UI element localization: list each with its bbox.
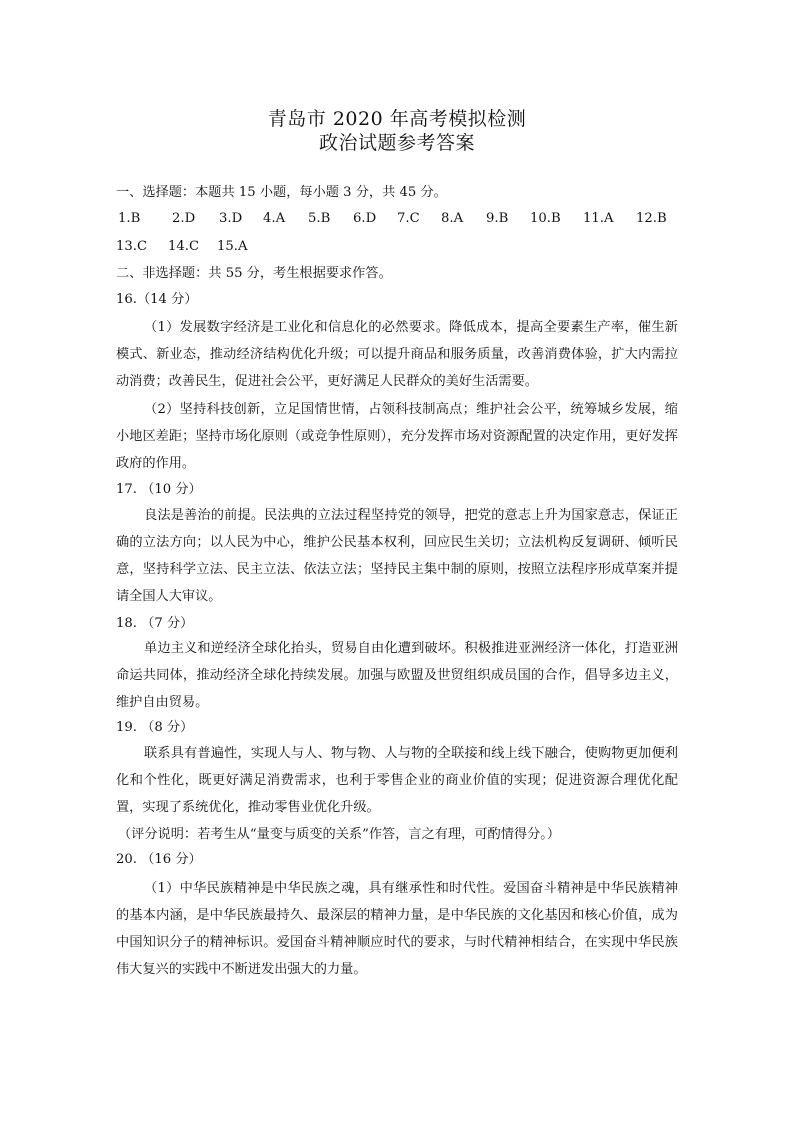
- mc-answer: 4.A: [263, 211, 286, 226]
- mc-answer: 11.A: [583, 211, 614, 226]
- mc-answer: 1.B: [118, 211, 141, 226]
- question-19-label: 19. （8 分）: [116, 720, 194, 735]
- page-title: 青岛市 2020 年高考模拟检测: [267, 108, 527, 130]
- mc-answer: 2.D: [172, 211, 196, 226]
- mc-answer: 5.B: [308, 211, 331, 226]
- question-17-answer: 良法是善治的前提。民法典的立法过程坚持党的领导，把党的意志上升为国家意志，保证正确的立法方向；以人民为中心，维护公民基本权利，回应民生关切；立法机构反复调研、倾听民意，坚持科学立法、民主立法、依法立法；坚持民主集中制的原则，按照立法程序形成草案并提请全国人大审议。: [116, 508, 678, 604]
- mc-answer: 6.D: [353, 211, 377, 226]
- question-17-label: 17. （10 分）: [116, 482, 202, 497]
- mc-answer: 9.B: [486, 211, 509, 226]
- mc-answer: 8.A: [441, 211, 464, 226]
- mc-answer: 14.C: [168, 239, 200, 254]
- question-20-answer: （1）中华民族精神是中华民族之魂，具有继承性和时代性。爱国奋斗精神是中华民族精神的基本内涵，是中华民族最持久、最深层的精神力量，是中华民族的文化基因和核心价值，成为中国知识分子的精神标识。爱国奋斗精神顺应时代的要求，与时代精神相结合，在实现中华民族伟大复兴的实践中不断迸发出强大的力量。: [116, 881, 678, 977]
- question-18-label: 18. （7 分）: [116, 616, 194, 631]
- question-16-answer-2: （2）坚持科技创新，立足国情世情，占领科技制高点；维护社会公平，统筹城乡发展，缩小地区差距；坚持市场化原则（或竞争性原则），充分发挥市场对资源配置的决定作用，更好发挥政府的作用。: [116, 402, 678, 471]
- question-19-scoring-note: （评分说明：若考生从“量变与质变的关系”作答，言之有理，可酌情得分。）: [118, 827, 561, 842]
- mc-answer: 10.B: [530, 211, 561, 226]
- section2-heading: 二、非选择题：共 55 分，考生根据要求作答。: [116, 266, 392, 281]
- mc-answer: 12.B: [636, 211, 667, 226]
- mc-answer-grid: [116, 211, 676, 261]
- question-16-answer-1: （1）发展数字经济是工业化和信息化的必然要求。降低成本，提高全要素生产率，催生新模式、新业态，推动经济结构优化升级；可以提升商品和服务质量，改善消费体验，扩大内需拉动消费；改善民生，促进社会公平，更好满足人民群众的美好生活需要。: [116, 320, 678, 389]
- question-20-label: 20. （16 分）: [116, 852, 202, 867]
- question-18-answer: 单边主义和逆经济全球化抬头，贸易自由化遭到破坏。积极推进亚洲经济一体化，打造亚洲命运共同体，推动经济全球化持续发展。加强与欧盟及世贸组织成员国的合作，倡导多边主义，维护自由贸易。: [116, 641, 678, 710]
- mc-answer: 7.C: [397, 211, 420, 226]
- question-19-answer: 联系具有普遍性，实现人与人、物与物、人与物的全联接和线上线下融合，使购物更加便利化和个性化，既更好满足消费需求，也利于零售企业的商业价值的实现；促进资源合理优化配置，实现了系统优化，推动零售业优化升级。: [116, 746, 678, 815]
- page-subtitle: 政治试题参考答案: [318, 132, 475, 154]
- mc-answer: 15.A: [217, 239, 248, 254]
- mc-answer: 3.D: [219, 211, 243, 226]
- mc-answer: 13.C: [116, 239, 148, 254]
- section1-heading: 一、选择题：本题共 15 小题，每小题 3 分，共 45 分。: [116, 185, 447, 200]
- question-16-label: 16.（14 分）: [116, 292, 198, 307]
